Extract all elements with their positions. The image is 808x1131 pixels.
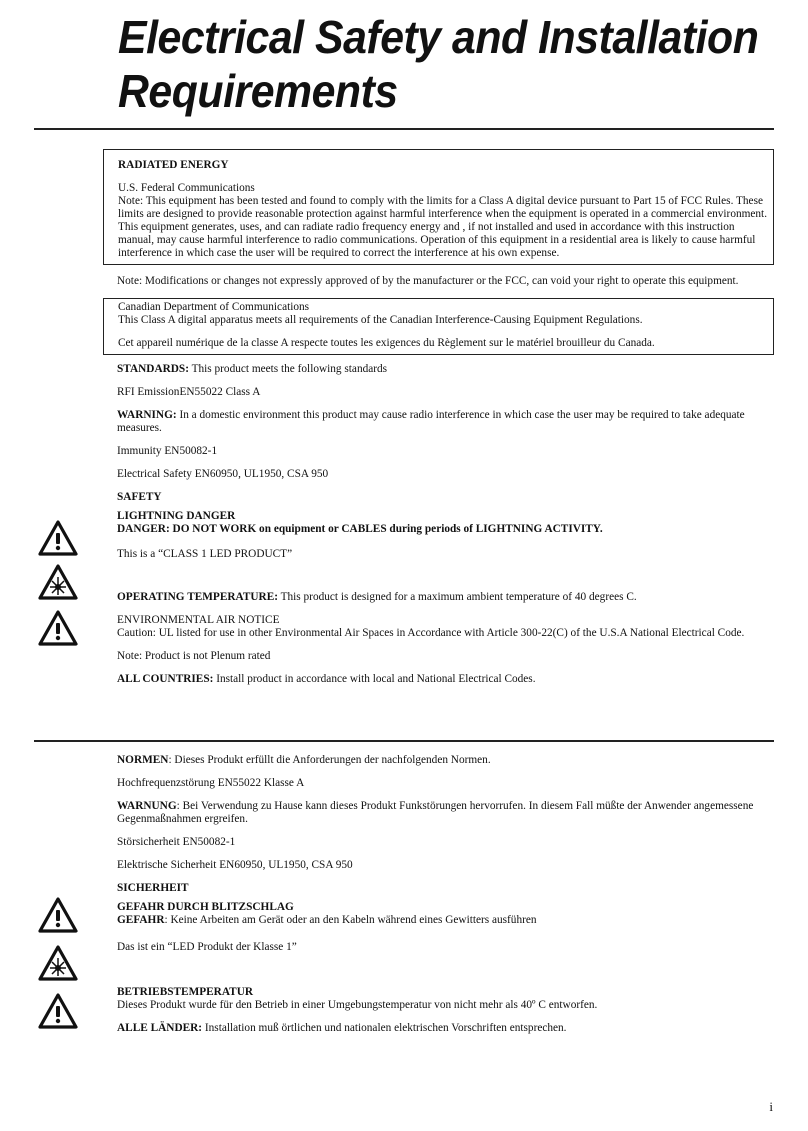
cdc-french: Cet appareil numérique de la classe A respecte toutes les exigences du Règlement sur le matériel brouilleur du Canada. bbox=[118, 337, 655, 349]
laser-radiation-icon bbox=[38, 945, 78, 981]
warning-triangle-icon bbox=[38, 610, 78, 646]
laser-radiation-icon bbox=[38, 564, 78, 600]
env-heading: ENVIRONMENTAL AIR NOTICE bbox=[117, 614, 280, 626]
fcc-heading: U.S. Federal Communications bbox=[118, 182, 255, 194]
radiated-energy-box bbox=[103, 149, 774, 265]
page-number: i bbox=[769, 1099, 773, 1114]
warnung-line: WARNUNG: Bei Verwendung zu Hause kann dieses Produkt Funkstörungen hervorrufen. In diesem Fall müßte der Anwender angemessene Gegenmaßnahmen ergreifen. bbox=[117, 800, 754, 825]
betrieb-block bbox=[117, 986, 774, 1012]
sicherheit-heading: SICHERHEIT bbox=[117, 882, 189, 894]
canadian-box bbox=[103, 298, 774, 355]
cdc-text: This Class A digital apparatus meets all requirements of the Canadian Interference-Causing Equipment Regulations. bbox=[118, 314, 643, 326]
lightning-block bbox=[117, 510, 774, 536]
cdc-block bbox=[118, 301, 773, 327]
env-text: Caution: UL listed for use in other Environmental Air Spaces in Accordance with Article 300-22(C) of the U.S.A National Electrical Code. bbox=[117, 627, 745, 639]
operating-temperature: OPERATING TEMPERATURE: This product is designed for a maximum ambient temperature of 40 degrees C. bbox=[117, 591, 637, 603]
hochfrequenz: Hochfrequenzstörung EN55022 Klasse A bbox=[117, 777, 305, 789]
page-title: Electrical Safety and Installation Requirements bbox=[118, 11, 759, 117]
warning-triangle-icon bbox=[38, 897, 78, 933]
led-klasse: Das ist ein “LED Produkt der Klasse 1” bbox=[117, 941, 297, 953]
warning-line: WARNING: In a domestic environment this product may cause radio interference in which case the user may be required to take adequate measures. bbox=[117, 409, 745, 434]
stoersicherheit: Störsicherheit EN50082-1 bbox=[117, 836, 236, 848]
plenum-note: Note: Product is not Plenum rated bbox=[117, 650, 271, 662]
cdc-heading: Canadian Department of Communications bbox=[118, 301, 310, 313]
fcc-note: Note: This equipment has been tested and found to comply with the limits for a Class A digital device pursuant to Part 15 of FCC Rules. These limits are designed to provide reasonable protection against harmful interference when the equipment is operated in a commercial environment. This equipment generates, uses, and can radiate radio frequency energy and , if not installed and used in accordance with this instruction manual, may cause harmful interference to radio communications. Operation of this equipment in a residential area is likely to cause harmful interference in which case the user will be required to correct the interference at his own expense. bbox=[118, 195, 768, 259]
safety-heading: SAFETY bbox=[117, 491, 162, 503]
lightning-text: DANGER: DO NOT WORK on equipment or CABLES during periods of LIGHTNING ACTIVITY. bbox=[117, 523, 603, 535]
rfi-emission: RFI EmissionEN55022 Class A bbox=[117, 386, 261, 398]
fcc-block bbox=[118, 182, 773, 260]
modifications-note: Note: Modifications or changes not expressly approved of by the manufacturer or the FCC, can void your right to operate this equipment. bbox=[117, 275, 739, 287]
alle-laender: ALLE LÄNDER: Installation muß örtlichen und nationalen elektrischen Vorschriften entsprechen. bbox=[117, 1022, 567, 1034]
standards-line: STANDARDS: This product meets the following standards bbox=[117, 363, 388, 375]
class1-led: This is a “CLASS 1 LED PRODUCT” bbox=[117, 548, 293, 560]
section-divider bbox=[34, 740, 774, 742]
blitz-block: GEFAHR DURCH BLITZSCHLAG GEFAHR: Keine Arbeiten am Gerät oder an den Kabeln während eines Gewitters ausführen bbox=[117, 901, 537, 926]
immunity: Immunity EN50082-1 bbox=[117, 445, 218, 457]
lightning-heading: LIGHTNING DANGER bbox=[117, 510, 236, 522]
betrieb-heading: BETRIEBSTEMPERATUR bbox=[117, 986, 254, 998]
env-block bbox=[117, 614, 774, 640]
elektrische-sicherheit: Elektrische Sicherheit EN60950, UL1950, CSA 950 bbox=[117, 859, 353, 871]
german-section bbox=[117, 754, 774, 1045]
normen-line: NORMEN: Dieses Produkt erfüllt die Anforderungen der nachfolgenden Normen. bbox=[117, 754, 491, 766]
warning-triangle-icon bbox=[38, 520, 78, 556]
electrical-safety: Electrical Safety EN60950, UL1950, CSA 950 bbox=[117, 468, 329, 480]
warning-triangle-icon bbox=[38, 993, 78, 1029]
blitz-heading: GEFAHR DURCH BLITZSCHLAG bbox=[117, 901, 294, 913]
all-countries: ALL COUNTRIES: Install product in accordance with local and National Electrical Codes. bbox=[117, 673, 536, 685]
title-divider bbox=[34, 128, 774, 130]
betrieb-text: Dieses Produkt wurde für den Betrieb in einer Umgebungstemperatur von nicht mehr als 40º C entworfen. bbox=[117, 999, 598, 1011]
gefahr-text: : Keine Arbeiten am Gerät oder an den Kabeln während eines Gewitters ausführen bbox=[164, 914, 537, 926]
radiated-energy-heading: RADIATED ENERGY bbox=[118, 159, 229, 171]
english-section bbox=[117, 149, 774, 696]
